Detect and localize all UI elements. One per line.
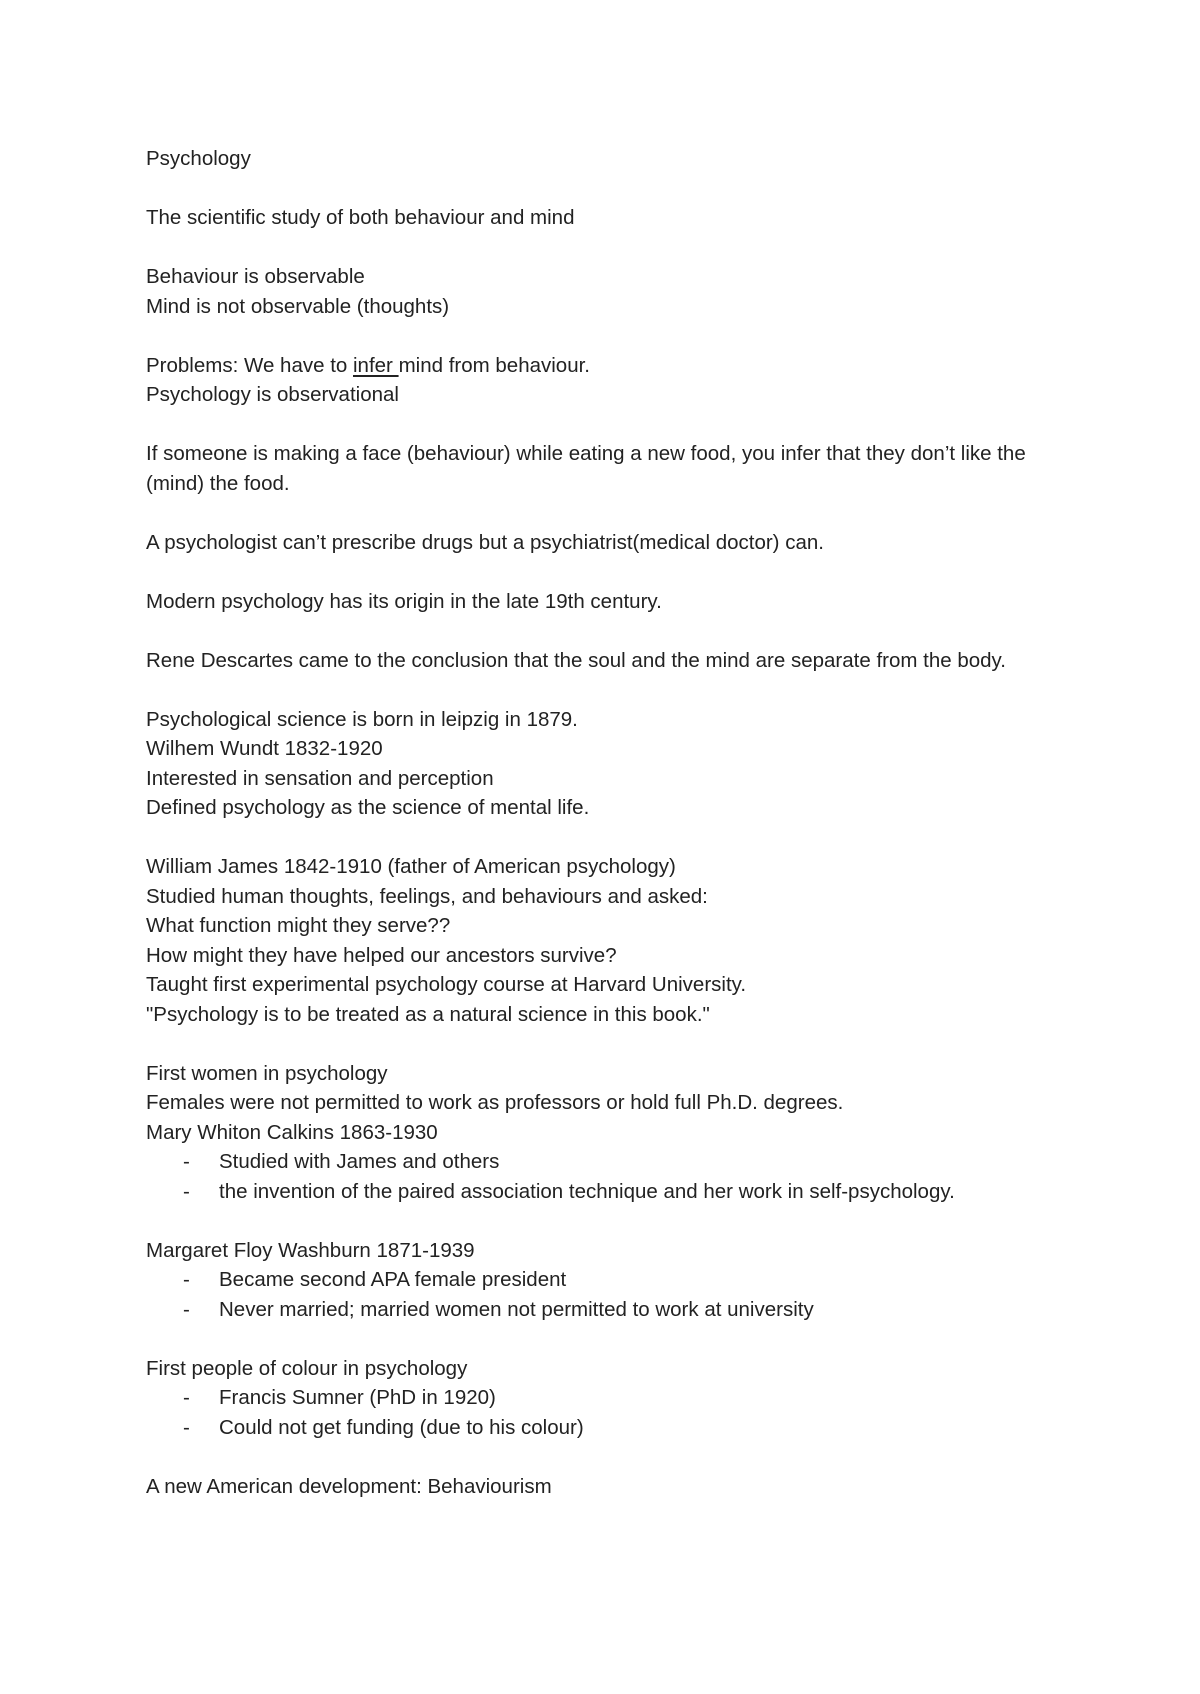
wundt-line: Wilhem Wundt 1832-1920: [146, 737, 383, 760]
list-item: [146, 1383, 1046, 1413]
james-quote-line: "Psychology is to be treated as a natural science in this book.": [146, 1002, 710, 1026]
example-paragraph: If someone is making a face (behaviour) while eating a new food, you infer that they don’t like the (mind) the food.: [146, 442, 1026, 495]
list-item: [146, 1295, 1046, 1325]
list-item-text: Could not get funding (due to his colour): [219, 1415, 584, 1439]
list-item-text: Never married; married women not permitted to work at university: [219, 1297, 814, 1321]
james-studied-line: Studied human thoughts, feelings, and behaviours and asked:: [146, 884, 708, 908]
james-line: William James 1842-1910 (father of American psychology): [146, 855, 676, 878]
page-title: Psychology: [146, 147, 251, 170]
infer-underlined-word: infer: [353, 353, 399, 377]
observational-line: Psychology is observational: [146, 383, 399, 406]
modern-psychology-line: Modern psychology has its origin in the late 19th century.: [146, 589, 662, 613]
bullet-dash: -: [183, 1150, 190, 1173]
behaviourism-line: A new American development: Behaviourism: [146, 1474, 552, 1498]
james-taught-line: Taught first experimental psychology course at Harvard University.: [146, 973, 747, 996]
women-heading: First women in psychology: [146, 1061, 388, 1085]
james-function-line: What function might they serve??: [146, 914, 451, 937]
list-item-text: the invention of the paired association technique and her work in self-psychology.: [219, 1179, 955, 1203]
problems-line: [146, 351, 1046, 381]
bullet-dash: -: [183, 1415, 190, 1439]
calkins-line: Mary Whiton Calkins 1863-1930: [146, 1120, 438, 1144]
bullet-dash: -: [183, 1179, 190, 1203]
definition-line: The scientific study of both behaviour and mind: [146, 206, 575, 229]
mind-not-observable-line: Mind is not observable (thoughts): [146, 294, 450, 318]
list-item: [146, 1413, 1046, 1443]
james-ancestors-line: How might they have helped our ancestors survive?: [146, 943, 617, 967]
bullet-dash: -: [183, 1386, 190, 1409]
psychologist-line: A psychologist can’t prescribe drugs but a psychiatrist(medical doctor) can.: [146, 530, 824, 554]
washburn-bullet-list: [146, 1265, 1046, 1324]
wundt-interest-line: Interested in sensation and perception: [146, 766, 494, 790]
list-item-text: Studied with James and others: [219, 1150, 500, 1173]
colour-heading: First people of colour in psychology: [146, 1356, 468, 1380]
descartes-paragraph: Rene Descartes came to the conclusion that the soul and the mind are separate from the body.: [146, 648, 1006, 672]
behaviour-observable-line: Behaviour is observable: [146, 265, 365, 288]
problems-prefix: Problems: We have to: [146, 353, 353, 377]
calkins-bullet-list: [146, 1147, 1046, 1206]
list-item-text: Francis Sumner (PhD in 1920): [219, 1386, 496, 1409]
wundt-defined-line: Defined psychology as the science of mental life.: [146, 796, 590, 819]
list-item-text: Became second APA female president: [219, 1268, 567, 1291]
women-females-line: Females were not permitted to work as professors or hold full Ph.D. degrees.: [146, 1091, 844, 1114]
bullet-dash: -: [183, 1297, 190, 1321]
list-item: [146, 1265, 1046, 1295]
bullet-dash: -: [183, 1268, 190, 1291]
washburn-line: Margaret Floy Washburn 1871-1939: [146, 1238, 475, 1262]
leipzig-line: Psychological science is born in leipzig in 1879.: [146, 707, 578, 731]
problems-suffix: mind from behaviour.: [398, 353, 591, 377]
colour-bullet-list: [146, 1383, 1046, 1442]
list-item: [146, 1177, 1046, 1207]
list-item: [146, 1147, 1046, 1177]
document-page: [146, 144, 1046, 1501]
